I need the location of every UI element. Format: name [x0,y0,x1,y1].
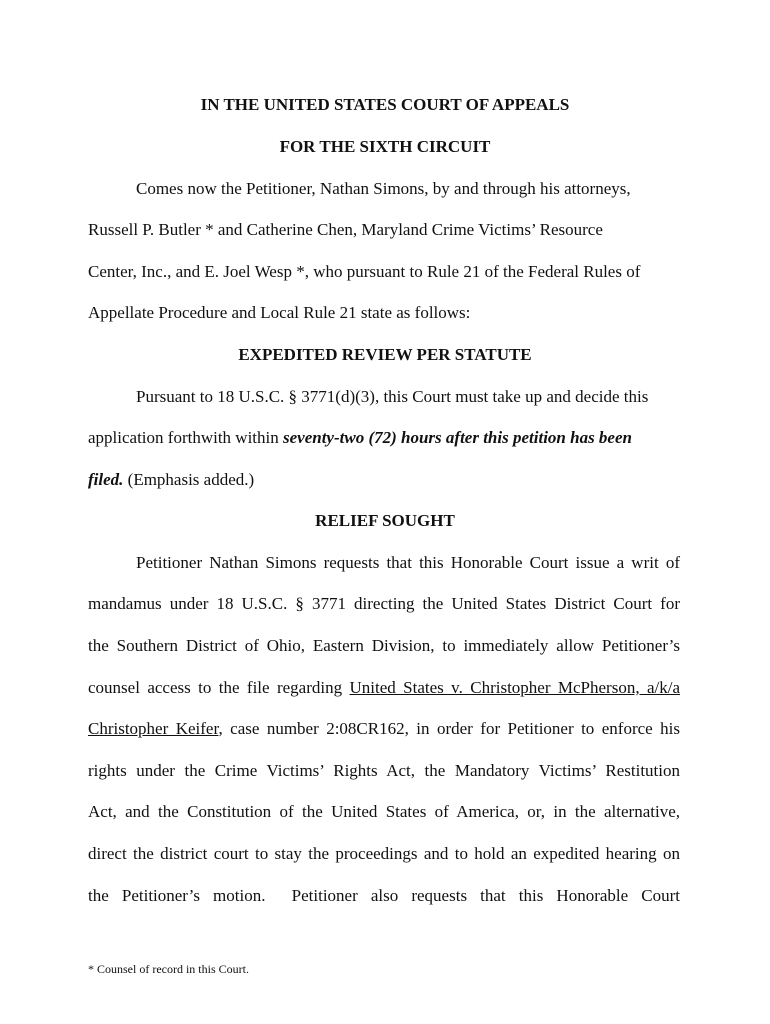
relief-line-5 [88,719,680,739]
emphasis-note: (Emphasis added.) [123,470,255,489]
intro-line-1: Comes now the Petitioner, Nathan Simons, by and through his attorneys, [136,179,631,198]
case-name-part-1: United States v. Christopher McPherson, a/k/a [349,678,681,697]
relief-line-7: Act, and the Constitution of the United States of America, or, in the alternative, [88,802,680,821]
relief-line-9: the Petitioner’s motion. Petitioner also requests that this Honorable Court [88,886,680,905]
case-name-part-2: Christopher Keifer [88,719,219,738]
relief-line-3: the Southern District of Ohio, Eastern Division, to immediately allow Petitioner’s [88,636,680,655]
relief-line-1: Petitioner Nathan Simons requests that this Honorable Court issue a writ of [136,553,680,572]
court-heading: IN THE UNITED STATES COURT OF APPEALS [200,95,570,114]
intro-line-3: Center, Inc., and E. Joel Wesp *, who pursuant to Rule 21 of the Federal Rules of [88,262,641,281]
footnote: * Counsel of record in this Court. [88,962,249,976]
relief-line-2: mandamus under 18 U.S.C. § 3771 directing the United States District Court for [88,594,680,613]
expedited-line-3 [88,470,254,490]
intro-line-2: Russell P. Butler * and Catherine Chen, Maryland Crime Victims’ Resource [88,220,603,239]
intro-line-4: Appellate Procedure and Local Rule 21 state as follows: [88,303,471,322]
circuit-heading: FOR THE SIXTH CIRCUIT [279,137,491,156]
relief-line-5-text: , case number 2:08CR162, in order for Petitioner to enforce his [218,719,680,738]
relief-line-4-text: counsel access to the file regarding [88,678,350,697]
expedited-line-2 [88,428,632,448]
expedited-line-2-text: application forthwith within [88,428,283,447]
emphasis-text-end: filed. [88,470,124,489]
expedited-line-1: Pursuant to 18 U.S.C. § 3771(d)(3), this Court must take up and decide this [136,387,649,406]
relief-line-6: rights under the Crime Victims’ Rights Act, the Mandatory Victims’ Restitution [88,761,680,780]
emphasis-text: seventy-two (72) hours after this petition has been [283,428,632,447]
expedited-heading: EXPEDITED REVIEW PER STATUTE [238,345,532,364]
relief-line-8: direct the district court to stay the proceedings and to hold an expedited hearing on [88,844,680,863]
relief-line-4 [88,678,680,698]
relief-heading: RELIEF SOUGHT [315,511,455,530]
